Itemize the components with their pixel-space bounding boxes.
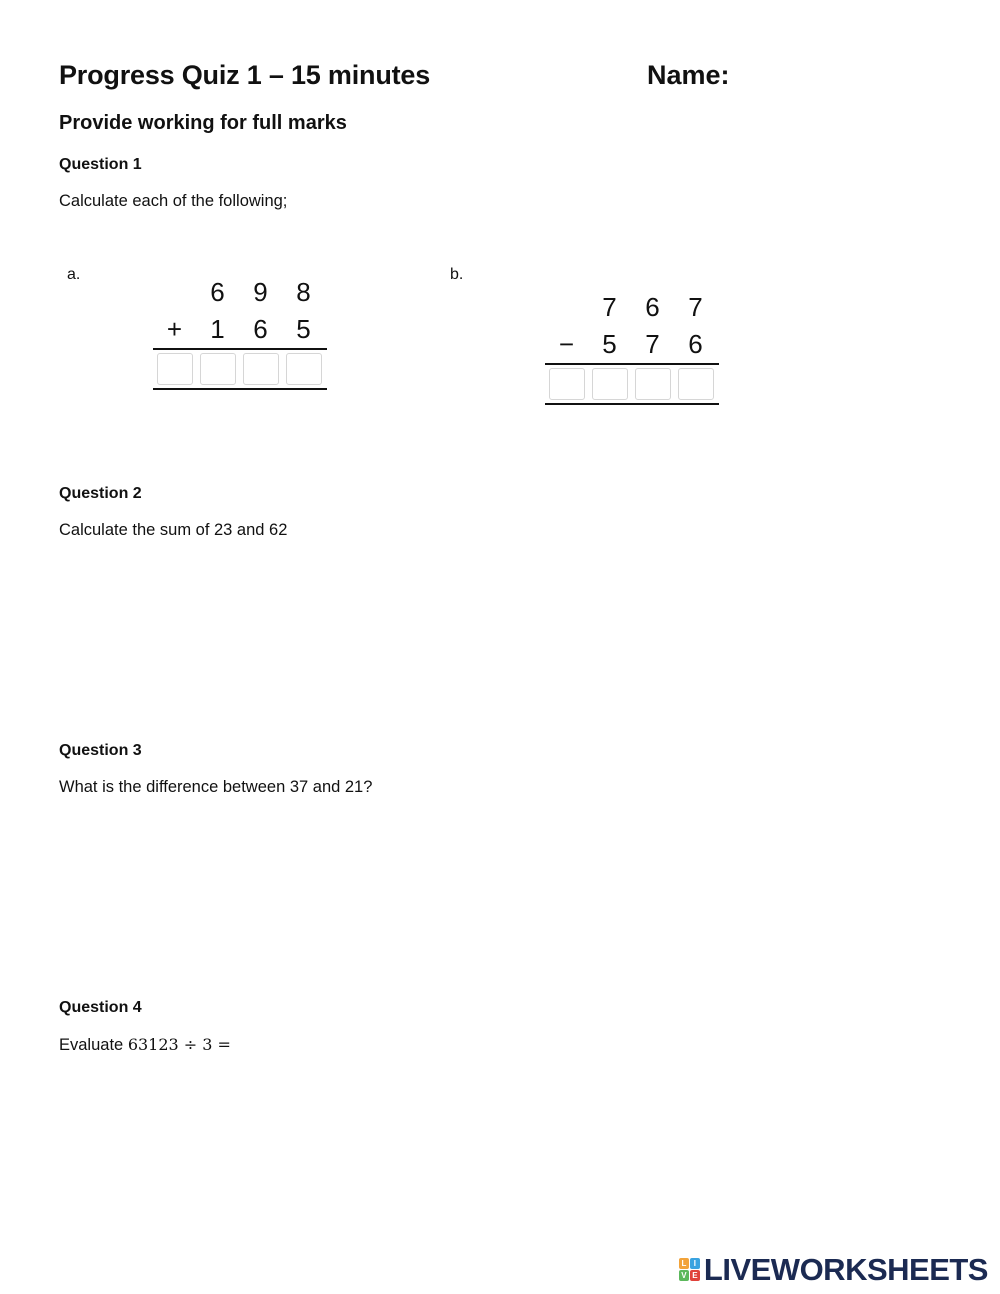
part-a-addition [153, 274, 327, 394]
digit: 6 [688, 329, 703, 359]
part-a-bottom-row [153, 311, 327, 347]
logo-mark-letter: V [679, 1270, 689, 1281]
part-b-subtraction [545, 289, 719, 409]
minus-operator: − [558, 329, 575, 359]
plus-operator: + [166, 314, 183, 344]
question-4-prompt-prefix: Evaluate [59, 1036, 124, 1054]
question-4-prompt [59, 1035, 231, 1055]
part-a-top-row [153, 274, 327, 310]
part-a-label: a. [67, 266, 81, 283]
answer-box-b-3[interactable] [635, 368, 671, 400]
name-label: Name: [647, 60, 730, 90]
digit: 6 [253, 314, 268, 344]
logo-text: LIVEWORKSHEETS [703, 1252, 988, 1287]
logo-mark-icon [679, 1258, 701, 1282]
question-4-heading: Question 4 [59, 999, 142, 1016]
quiz-title: Progress Quiz 1 – 15 minutes [59, 60, 431, 90]
digit: 6 [210, 277, 225, 307]
answer-box-b-2[interactable] [592, 368, 628, 400]
logo-mark-letter: E [690, 1270, 700, 1281]
answer-box-a-4[interactable] [286, 353, 322, 385]
difference-line-bottom [545, 403, 719, 405]
answer-box-b-1[interactable] [549, 368, 585, 400]
question-1-prompt: Calculate each of the following; [59, 192, 288, 210]
answer-box-b-4[interactable] [678, 368, 714, 400]
question-2-prompt: Calculate the sum of 23 and 62 [59, 521, 288, 539]
difference-line-top [545, 363, 719, 365]
answer-box-a-2[interactable] [200, 353, 236, 385]
digit: 6 [645, 292, 660, 322]
division-expression: 63123 ÷ 3 = [127, 1035, 231, 1054]
part-b-top-row [545, 289, 719, 325]
logo-mark-letter: L [679, 1258, 689, 1269]
part-b-label: b. [450, 266, 464, 283]
answer-box-a-3[interactable] [243, 353, 279, 385]
digit: 7 [688, 292, 703, 322]
instructions-subtitle: Provide working for full marks [59, 112, 347, 134]
sum-line-top [153, 348, 327, 350]
answer-box-a-1[interactable] [157, 353, 193, 385]
logo-mark-letter: I [690, 1258, 700, 1269]
digit: 9 [253, 277, 268, 307]
question-3-prompt: What is the difference between 37 and 21? [59, 778, 373, 796]
digit: 8 [296, 277, 311, 307]
liveworksheets-logo [679, 1253, 988, 1287]
question-3-heading: Question 3 [59, 742, 142, 759]
question-2-heading: Question 2 [59, 485, 142, 502]
digit: 7 [602, 292, 617, 322]
sum-line-bottom [153, 388, 327, 390]
question-1-heading: Question 1 [59, 156, 142, 173]
digit: 5 [296, 314, 311, 344]
digit: 1 [210, 314, 225, 344]
digit: 7 [645, 329, 660, 359]
part-b-bottom-row [545, 326, 719, 362]
digit: 5 [602, 329, 617, 359]
